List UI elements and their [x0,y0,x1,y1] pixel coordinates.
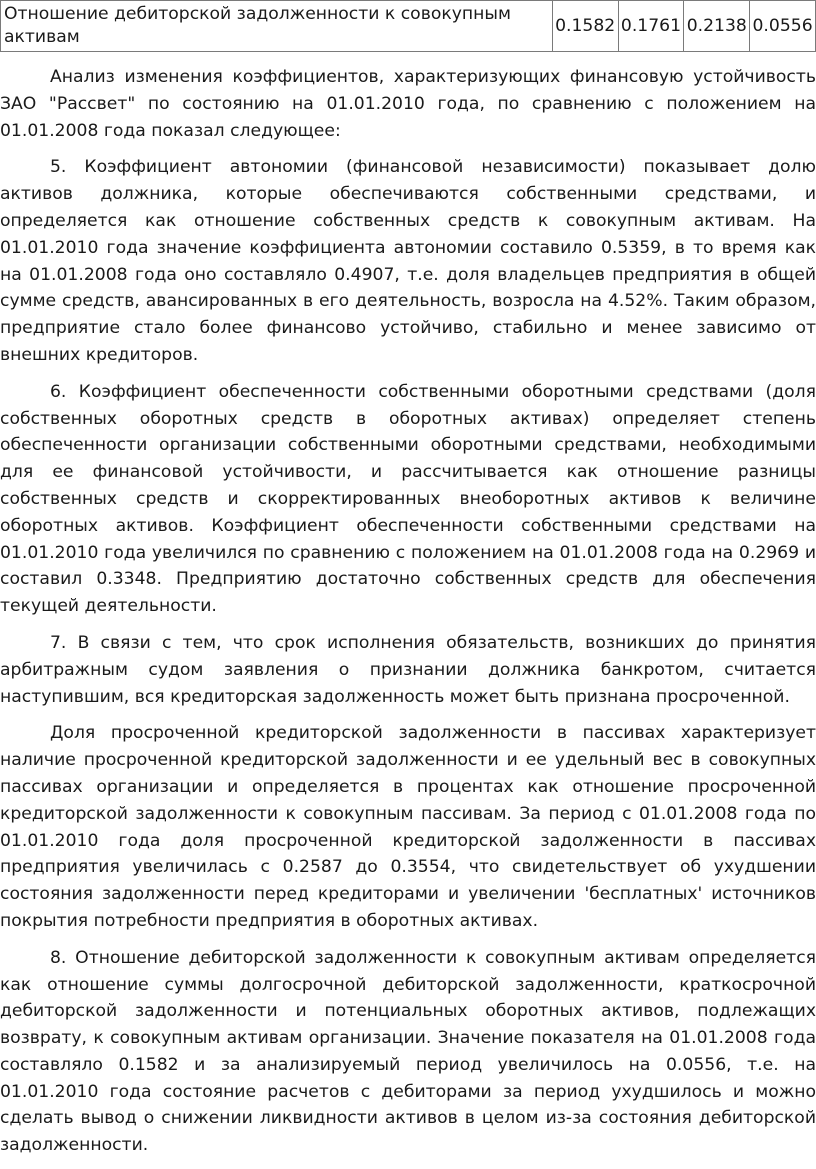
table-cell-value-2: 0.1761 [618,1,684,52]
ratio-table [0,0,816,52]
table-row [1,1,816,52]
paragraph-item-8: 8. Отношение дебиторской задолженности к совокупным активам определяется как отношение суммы долгосрочной дебиторской задолженности, краткосрочной дебиторской задолженности и потенциальных оборотных активов, подлежащих возврату, к совокупным активам организации. Значение показателя на 01.01.2008 года составляло 0.1582 и за анализируемый период увеличилось на 0.0556, т.е. на 01.01.2010 года состояние расчетов с дебиторами за период ухудшилось и можно сделать вывод о снижении ликвидности активов в целом из-за состояния дебиторской задолженности. [0,947,816,1156]
table-cell-value-4: 0.0556 [750,1,816,52]
table-cell-value-1: 0.1582 [552,1,618,52]
paragraph-overdue-share: Доля просроченной кредиторской задолженности в пассивах характеризует наличие просроченной кредиторской задолженности и ее удельный вес в совокупных пассивах организации и определяется в процентах как отношение просроченной кредиторской задолженности к совокупным пассивам. За период с 01.01.2008 года по 01.01.2010 года доля просроченной кредиторской задолженности в пассивах предприятия увеличилась с 0.2587 до 0.3554, что свидетельствует об ухудшении состояния задолженности перед кредиторами и увеличении 'бесплатных' источников покрытия потребности предприятия в оборотных активах. [0,723,816,931]
table-row-label: Отношение дебиторской задолженности к совокупным активам [1,1,553,52]
table-cell-value-3: 0.2138 [684,1,750,52]
document-body [0,64,816,1169]
paragraph-item-5: 5. Коэффициент автономии (финансовой независимости) показывает долю активов должника, которые обеспечиваются собственными средствами, и определяется как отношение собственных средств к совокупным активам. На 01.01.2010 года значение коэффициента автономии составило 0.5359, в то время как на 01.01.2008 года оно составляло 0.4907, т.е. доля владельцев предприятия в общей сумме средств, авансированных в его деятельность, возросла на 4.52%. Таким образом, предприятие стало более финансово устойчиво, стабильно и менее зависимо от внешних кредиторов. [0,157,816,365]
paragraph-intro: Анализ изменения коэффициентов, характеризующих финансовую устойчивость ЗАО "Рассвет" по состоянию на 01.01.2010 года, по сравнению с положением на 01.01.2008 года показал следующее: [0,67,816,141]
paragraph-item-6: 6. Коэффициент обеспеченности собственными оборотными средствами (доля собственных оборотных средств в оборотных активах) определяет степень обеспеченности организации собственными оборотными средствами, необходимыми для ее финансовой устойчивости, и рассчитывается как отношение разницы собственных средств и скорректированных внеоборотных активов к величине оборотных активов. Коэффициент обеспеченности собственными средствами на 01.01.2010 года увеличился по сравнению с положением на 01.01.2008 года на 0.2969 и составил 0.3348. Предприятию достаточно собственных средств для обеспечения текущей деятельности. [0,381,816,617]
paragraph-item-7: 7. В связи с тем, что срок исполнения обязательств, возникших до принятия арбитражным судом заявления о признании должника банкротом, считается наступившим, вся кредиторская задолженность может быть признана просроченной. [0,632,816,707]
